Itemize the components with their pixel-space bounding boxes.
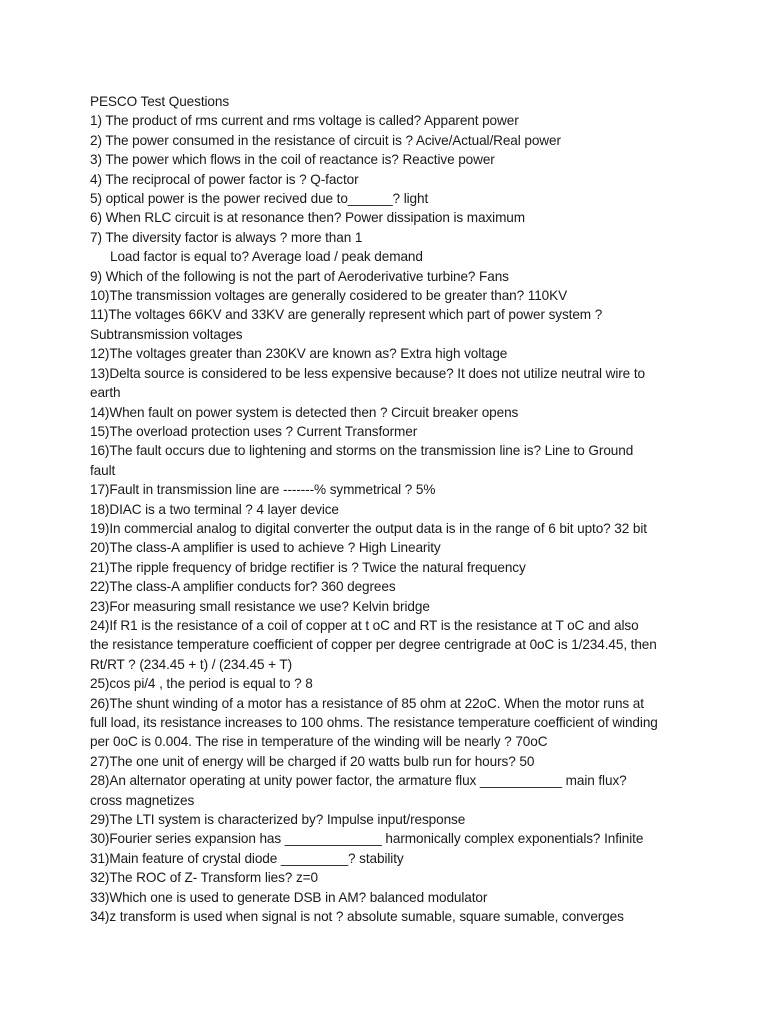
question-line: 17)Fault in transmission line are -------% symmetrical ? 5% (90, 482, 436, 498)
question-line: 3) The power which flows in the coil of reactance is? Reactive power (90, 152, 495, 168)
document-body (90, 92, 690, 926)
question-line: 10)The transmission voltages are generally cosidered to be greater than? 110KV (90, 288, 568, 304)
question-line: 19)In commercial analog to digital converter the output data is in the range of 6 bit upto? 32 bit (90, 520, 647, 536)
question-line: earth (90, 385, 121, 401)
question-line: cross magnetizes (90, 792, 195, 808)
question-line: 2) The power consumed in the resistance of circuit is ? Acive/Actual/Real power (90, 132, 561, 148)
question-line: 4) The reciprocal of power factor is ? Q-factor (90, 171, 359, 187)
question-line: 23)For measuring small resistance we use? Kelvin bridge (90, 598, 430, 614)
question-line: per 0oC is 0.004. The rise in temperature of the winding will be nearly ? 70oC (90, 734, 548, 750)
question-line: 32)The ROC of Z- Transform lies? z=0 (90, 870, 318, 886)
question-line: Rt/RT ? (234.45 + t) / (234.45 + T) (90, 656, 293, 672)
question-line: 16)The fault occurs due to lightening and storms on the transmission line is? Line to Ground (90, 443, 634, 459)
question-line: 22)The class-A amplifier conducts for? 360 degrees (90, 579, 396, 595)
question-line: 14)When fault on power system is detected then ? Circuit breaker opens (90, 404, 519, 420)
question-line: 31)Main feature of crystal diode _________? stability (90, 850, 404, 866)
question-line: full load, its resistance increases to 100 ohms. The resistance temperature coefficient of winding (90, 715, 658, 730)
question-line: 5) optical power is the power recived due to______? light (90, 191, 429, 207)
question-line: 24)If R1 is the resistance of a coil of copper at t oC and RT is the resistance at T oC and also (90, 617, 639, 633)
question-line: 27)The one unit of energy will be charged if 20 watts bulb run for hours? 50 (90, 753, 535, 769)
question-line: 7) The diversity factor is always ? more than 1 (90, 229, 363, 245)
question-line: 25)cos pi/4 , the period is equal to ? 8 (90, 676, 313, 692)
question-line: 20)The class-A amplifier is used to achieve ? High Linearity (90, 540, 441, 556)
question-line: 9) Which of the following is not the part of Aeroderivative turbine? Fans (90, 268, 509, 284)
question-line: 12)The voltages greater than 230KV are known as? Extra high voltage (90, 346, 508, 362)
question-line: 29)The LTI system is characterized by? Impulse input/response (90, 812, 466, 828)
question-line: 26)The shunt winding of a motor has a resistance of 85 ohm at 22oC. When the motor runs at (90, 695, 644, 711)
question-line: 28)An alternator operating at unity power factor, the armature flux ___________ main flux? (90, 773, 627, 789)
question-line: fault (90, 462, 116, 478)
document-title: PESCO Test Questions (90, 94, 230, 109)
question-line: Load factor is equal to? Average load / peak demand (110, 249, 423, 265)
question-line: 30)Fourier series expansion has _____________ harmonically complex exponentials? Infinite (90, 831, 644, 847)
question-line: 13)Delta source is considered to be less expensive because? It does not utilize neutral wire to (90, 365, 645, 381)
question-line: 34)z transform is used when signal is not ? absolute sumable, square sumable, converges (90, 909, 624, 925)
question-line: 6) When RLC circuit is at resonance then? Power dissipation is maximum (90, 210, 525, 226)
question-line: Subtransmission voltages (90, 326, 243, 342)
question-line: the resistance temperature coefficient of copper per degree centrigrade at 0oC is 1/234.45, then (90, 637, 657, 653)
question-line: 21)The ripple frequency of bridge rectifier is ? Twice the natural frequency (90, 559, 526, 575)
question-line: 18)DIAC is a two terminal ? 4 layer device (90, 501, 339, 517)
question-line: 33)Which one is used to generate DSB in AM? balanced modulator (90, 889, 488, 905)
question-line: 11)The voltages 66KV and 33KV are generally represent which part of power system ? (90, 307, 603, 323)
question-line: 1) The product of rms current and rms voltage is called? Apparent power (90, 113, 519, 129)
question-line: 15)The overload protection uses ? Current Transformer (90, 423, 418, 439)
